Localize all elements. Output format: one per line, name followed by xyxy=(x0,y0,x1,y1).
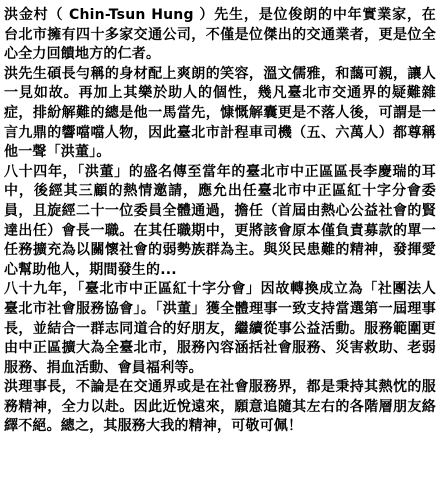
paragraph-conclusion: 洪理事長，不論是在交通界或是在社會服務界，都是秉持其熱忱的服務精神，全力以赴。因此近悅遠來，願意追隨其左右的各階層朋友絡繹不絕。總之，其服務大我的精神，可敬可佩！ xyxy=(4,379,436,435)
paragraph-association: 八十九年，「臺北市中正區紅十字分會」因故轉換成立為「社團法人臺北市社會服務協會」。「洪董」獲全體理事一致支持當選第一屆理事長，並結合一群志同道合的好朋友，繼續從事公益活動。服務範圍更由中正區擴大為全臺北市，服務內容涵括社會服務、災害救助、老弱服務、捐血活動、會員福利等。 xyxy=(4,281,436,376)
paragraph-personality: 洪先生碩長勻稱的身材配上爽朗的笑容，溫文儒雅，和藹可親，讓人一見如故。再加上其樂於助人的個性，幾凡臺北市交通界的疑難雜症，排紛解難的總是他一馬當先，慷慨解囊更是不落人後，可謂是一言九鼎的響噹噹人物，因此臺北市計程車司機（五、六萬人）都尊稱他一聲「洪董」。 xyxy=(4,65,436,161)
paragraph-intro: 洪金村（ Chin-Tsun Hung ）先生，是位俊朗的中年實業家，在台北市擁有四十多家交通公司，不僅是位傑出的交通業者，更是位全心全力回饋地方的仁者。 xyxy=(4,7,436,63)
paragraph-red-cross: 八十四年，「洪董」的盛名傳至當年的臺北市中正區區長李慶瑞的耳中，後經其三顧的熱情邀請，應允出任臺北市中正區紅十字分會委員，且旋經二十一位委員全體通過，擔任（首屆由熱心公益社會的賢達出任）會長一職。在其任職期中，更將該會原本僅負責募款的單一任務擴充為以關懷社會的弱勢族群為主。與災民患難的精神，發揮愛心幫助他人，期間發生的... xyxy=(4,163,436,278)
article-body xyxy=(4,6,436,437)
